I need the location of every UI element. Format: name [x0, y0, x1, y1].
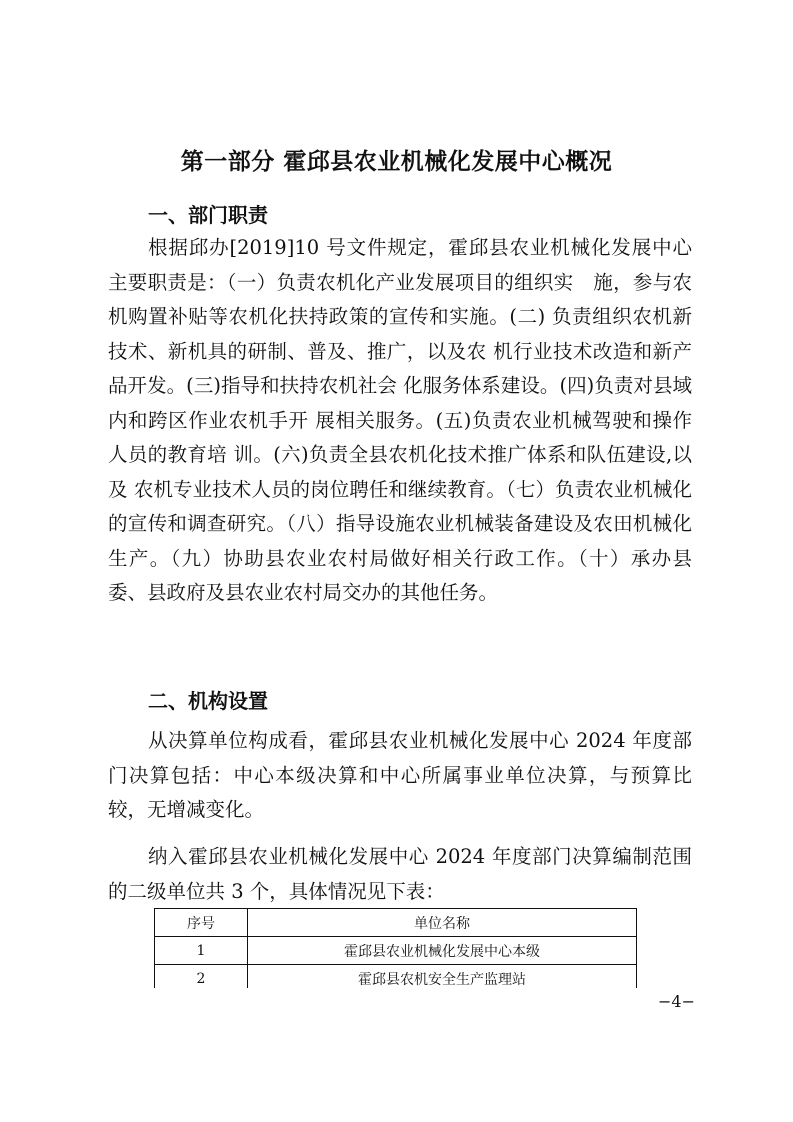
table-header-cell: 序号: [155, 909, 248, 937]
section-heading-duties: 一、部门职责: [148, 203, 268, 227]
table-cell: 2: [155, 965, 248, 989]
table-cell: 1: [155, 937, 248, 965]
table-header-cell: 单位名称: [248, 909, 637, 937]
structure-paragraph-2: 纳入霍邱县农业机械化发展中心 2024 年度部门决算编制范围的二级单位共 3 个，具体情况见下表：: [108, 845, 692, 903]
duties-paragraph: 根据邱办[2019]10 号文件规定，霍邱县农业机械化发展中心主要职责是：（一）负责农机化产业发展项目的组织实 施，参与农机购置补贴等农机化扶持政策的宣传和实施。(二) 负责组织农机新技术、新机具的研制、普及、推广，以及农 机行业技术改造和新产品开发。(三)指导和扶持农机社会 化服务体系建设。(四)负责对县域内和跨区作业农机手开 展相关服务。(五)负责农业机械驾驶和操作人员的教育培 训。(六)负责全县农机化技术推广体系和队伍建设,以及 农机专业技术人员的岗位聘任和继续教育。（七）负责农业机械化的宣传和调查研究。（八）指导设施农业机械装备建设及农田机械化生产。（九）协助县农业农村局做好相关行政工作。（十）承办县委、县政府及县农业农村局交办的其他任务。: [108, 236, 692, 604]
units-table-container: [154, 908, 637, 988]
table-row: [155, 937, 637, 965]
structure-paragraph-1: 从决算单位构成看，霍邱县农业机械化发展中心 2024 年度部门决算包括：中心本级决算和中心所属事业单位决算，与预算比较，无增减变化。: [108, 729, 692, 821]
page-title: 第一部分 霍邱县农业机械化发展中心概况: [180, 149, 613, 175]
units-table: [154, 908, 637, 988]
section-heading-structure: 二、机构设置: [148, 689, 268, 713]
table-cell: 霍邱县农业机械化发展中心本级: [248, 937, 637, 965]
table-header-row: [155, 909, 637, 937]
page-number: −4−: [658, 992, 695, 1011]
table-cell: 霍邱县农机安全生产监理站: [248, 965, 637, 989]
table-row: [155, 965, 637, 989]
